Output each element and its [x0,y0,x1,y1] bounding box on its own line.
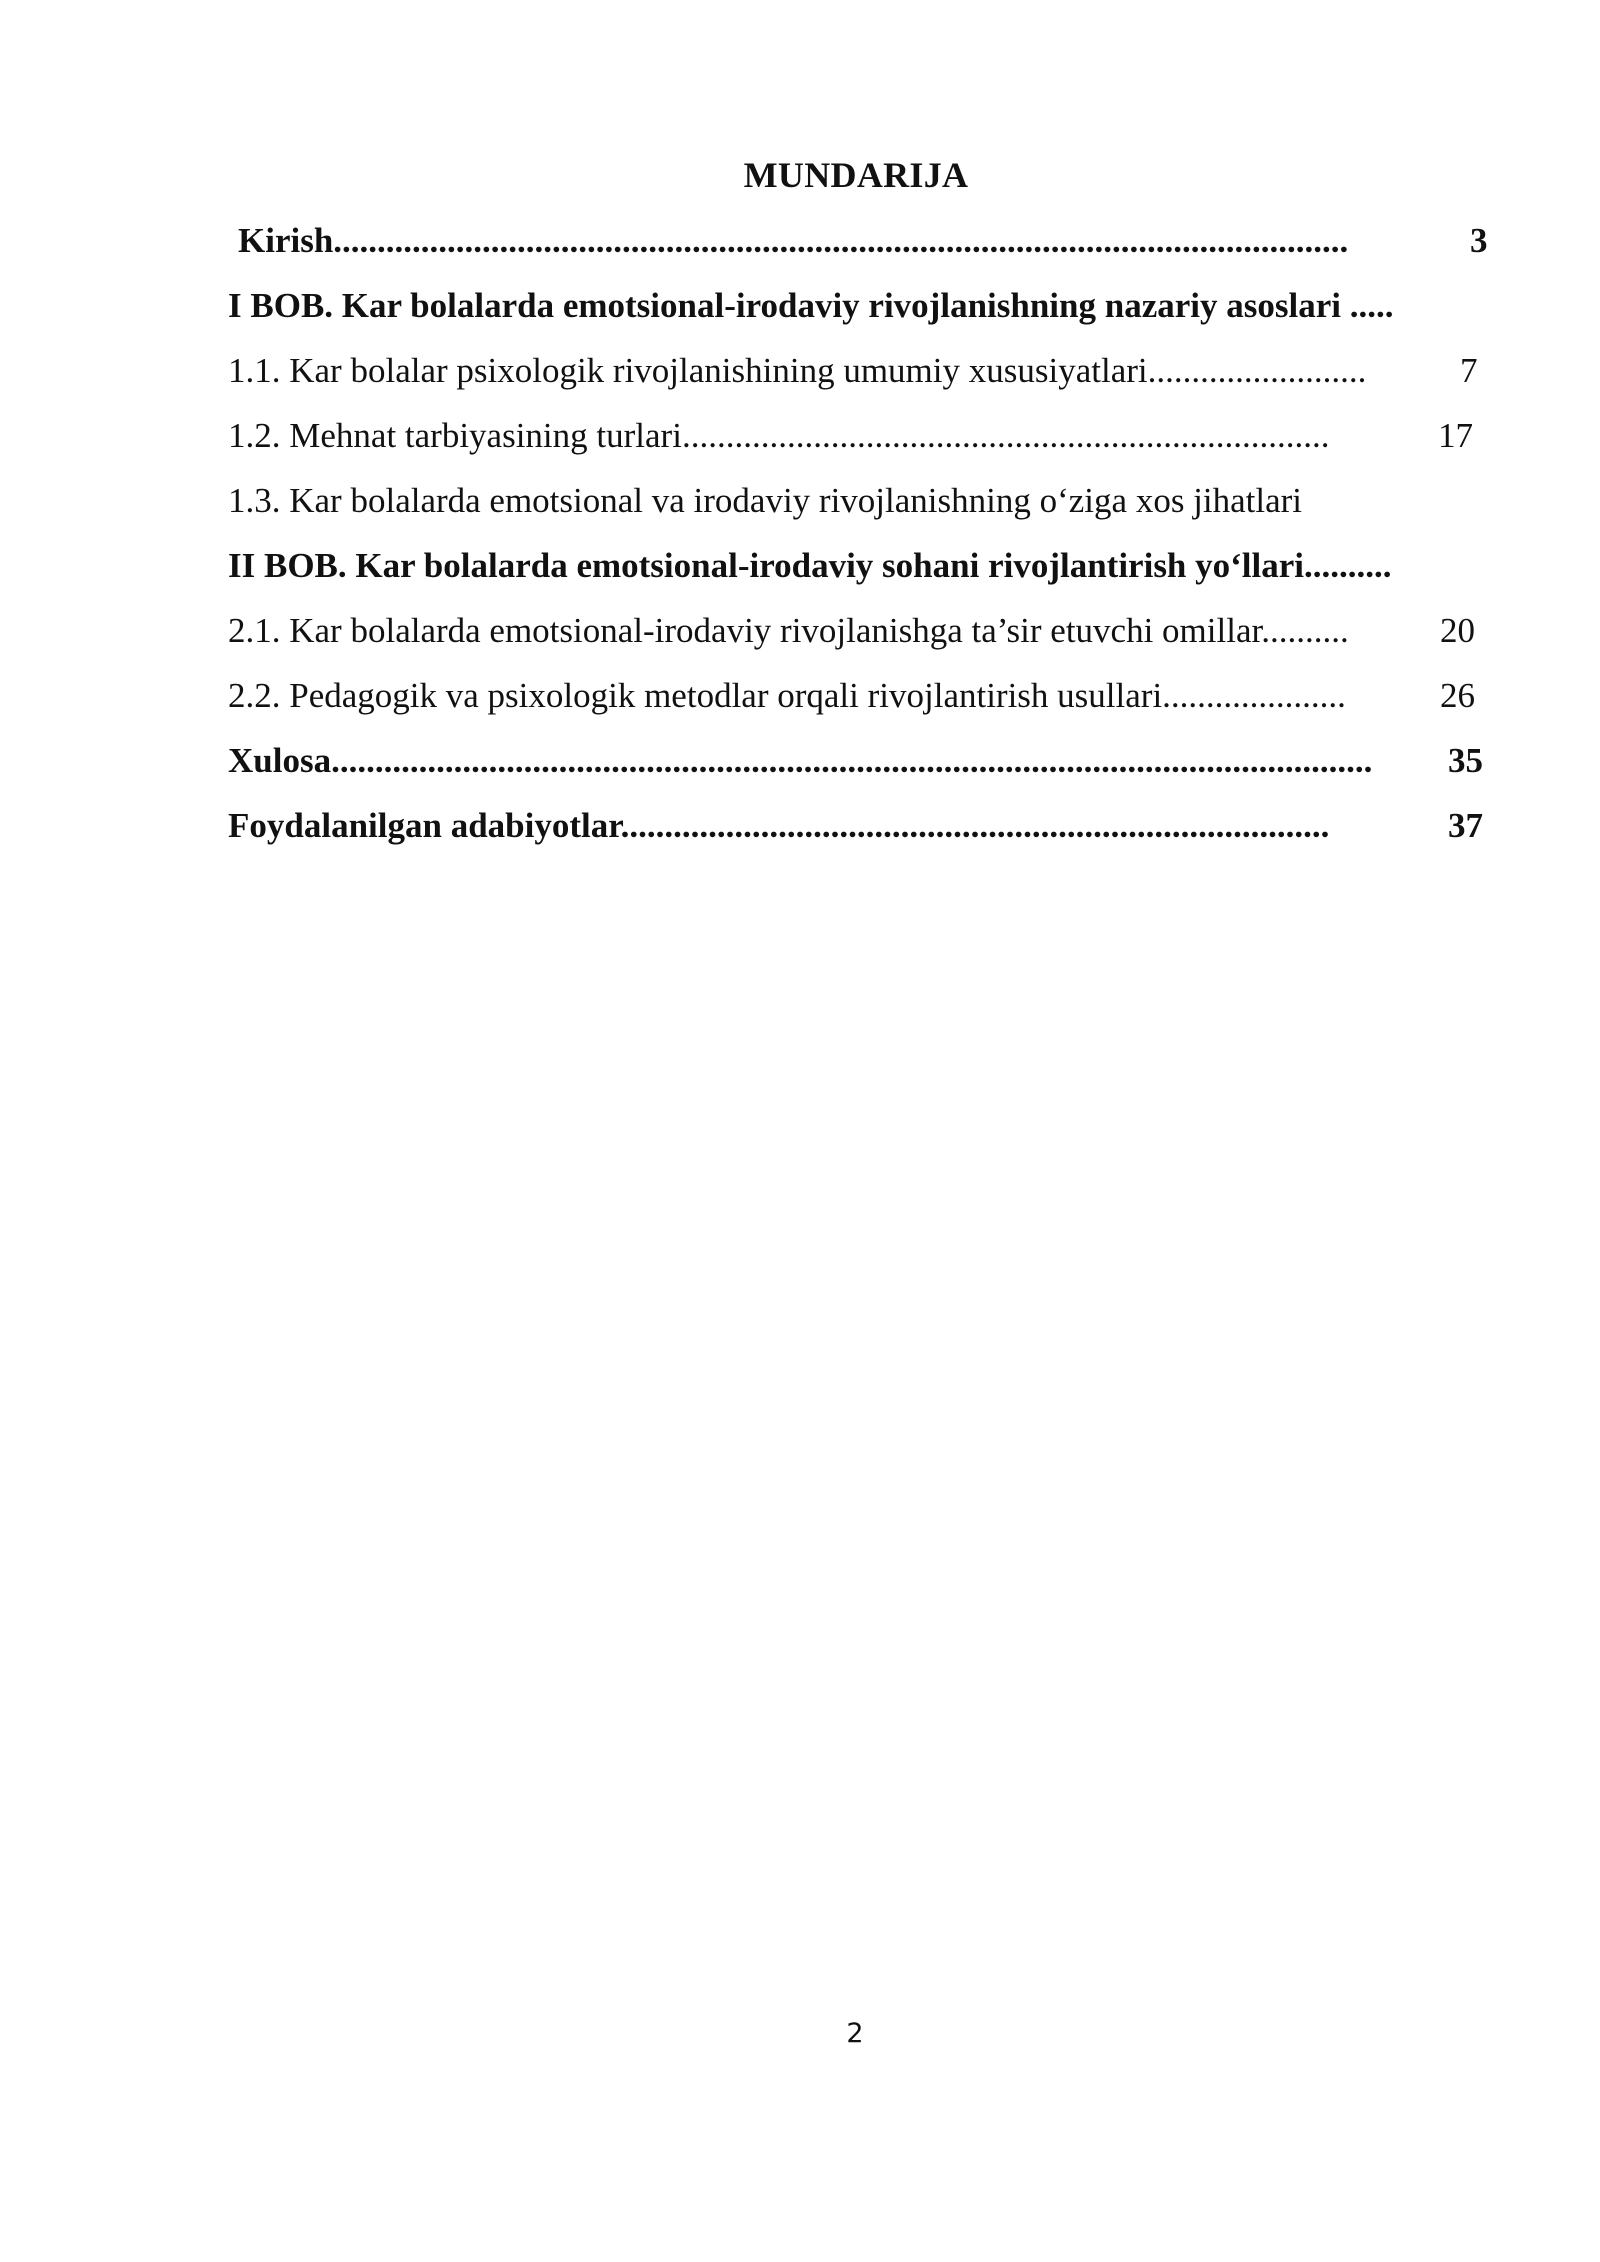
toc-entry-title: Kirish [238,221,334,260]
toc-entry-adabiyotlar [228,803,1488,868]
toc-entry-page: 35 [1446,738,1483,784]
toc-entry-title: Xulosa [228,741,332,780]
toc-entry-1-3 [228,478,1488,543]
toc-entry-leader: ......................... [1147,351,1367,390]
table-of-contents [228,218,1488,868]
toc-heading: MUNDARIJA [743,155,969,195]
toc-entry-page: 17 [1436,413,1473,459]
toc-entry-title: 1.2. Mehnat tarbiyasining turlari [228,416,682,455]
toc-entry-leader: ..... [1340,286,1394,325]
toc-entry-1-1 [228,348,1488,413]
toc-entry-title: II BOB. Kar bolalarda emotsional-irodaviy sohani rivojlantirish yo‘llari [228,546,1305,585]
page-number: 2 [846,2018,864,2049]
toc-entry-title: I BOB. Kar bolalarda emotsional-irodaviy rivojlanishning nazariy asoslari [228,286,1341,325]
toc-entry-page: 3 [1468,218,1488,264]
toc-entry-title: 2.1. Kar bolalarda emotsional-irodaviy rivojlanishga ta’sir etuvchi omillar [228,611,1262,650]
toc-entry-title: 1.3. Kar bolalarda emotsional va irodaviy rivojlanishning o‘ziga xos jihatlari [228,481,1303,520]
toc-entry-kirish [238,218,1498,283]
toc-entry-1-2 [228,413,1488,478]
toc-entry-title: Foydalanilgan adabiyotlar [228,806,621,845]
toc-entry-page: 37 [1446,803,1483,849]
toc-entry-2-1 [228,608,1488,673]
toc-entry-page: 26 [1438,673,1475,719]
toc-entry-leader: ....................................................................................................................... [331,741,1373,780]
toc-entry-page: 20 [1438,608,1475,654]
toc-entry-chapter-1 [228,283,1488,348]
toc-entry-leader: ................................................................................. [620,806,1330,845]
toc-entry-xulosa [228,738,1488,803]
toc-entry-2-2 [228,673,1488,738]
toc-entry-leader: .......................................................................... [681,416,1330,455]
toc-entry-leader: ..................... [1162,676,1346,715]
toc-entry-leader: .......... [1261,611,1349,650]
toc-entry-leader: .......... [1304,546,1392,585]
toc-entry-title: 1.1. Kar bolalar psixologik rivojlanishining umumiy xususiyatlari [228,351,1148,390]
toc-entry-chapter-2 [228,543,1488,608]
toc-entry-page: 7 [1458,348,1478,394]
toc-entry-title: 2.2. Pedagogik va psixologik metodlar orqali rivojlantirish usullari [228,676,1163,715]
toc-entry-leader: .................................................................................................................... [333,221,1349,260]
